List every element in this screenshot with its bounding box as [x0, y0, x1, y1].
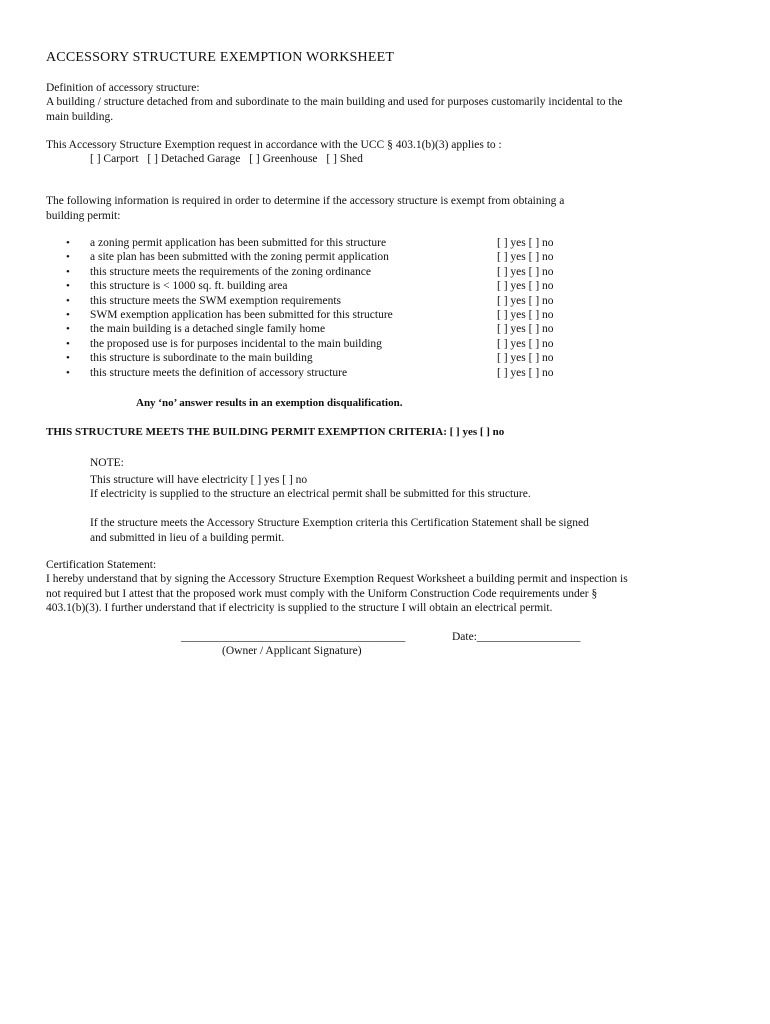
bullet-icon: • [66, 294, 70, 307]
option-detached-garage[interactable]: [ ] Detached Garage [147, 153, 241, 165]
bullet-icon: • [66, 265, 70, 278]
criteria-item [66, 366, 586, 380]
bullet-icon: • [66, 337, 70, 350]
criteria-label: a site plan has been submitted with the zoning permit application [90, 251, 389, 264]
yes-no-choice[interactable]: [ ] yes [ ] no [497, 323, 554, 336]
criteria-item [66, 337, 586, 351]
criteria-item [66, 236, 586, 250]
option-carport[interactable]: [ ] Carport [90, 153, 139, 165]
criteria-label: a zoning permit application has been submitted for this structure [90, 237, 387, 249]
criteria-list [66, 236, 586, 380]
criteria-label: this structure meets the definition of accessory structure [90, 366, 348, 379]
signature-line[interactable]: _______________________________________ [181, 631, 406, 643]
criteria-item [66, 279, 586, 293]
yes-no-choice[interactable]: [ ] yes [ ] no [497, 237, 554, 249]
bullet-icon: • [66, 308, 70, 321]
electrical-permit-note: If electricity is supplied to the structure an electrical permit shall be submitted for this structure. [90, 488, 531, 500]
applies-to-text: This Accessory Structure Exemption request in accordance with the UCC § 403.1(b)(3) applies to : [46, 139, 502, 151]
option-shed[interactable]: [ ] Shed [326, 153, 363, 165]
bullet-icon: • [66, 366, 70, 379]
certification-label: Certification Statement: [46, 559, 157, 571]
bullet-icon: • [66, 352, 70, 365]
bullet-icon: • [66, 323, 70, 336]
certification-notice: If the structure meets the Accessory Structure Exemption criteria this Certification Statement shall be signed and submitted in lieu of a building permit. [90, 517, 589, 544]
criteria-item [66, 250, 586, 264]
criteria-label: the proposed use is for purposes incidental to the main building [90, 337, 382, 350]
yes-no-choice[interactable]: [ ] yes [ ] no [497, 251, 554, 264]
yes-no-choice[interactable]: [ ] yes [ ] no [497, 366, 554, 379]
criteria-label: this structure is < 1000 sq. ft. building area [90, 280, 288, 293]
exemption-criteria-result[interactable]: THIS STRUCTURE MEETS THE BUILDING PERMIT EXEMPTION CRITERIA: [ ] yes [ ] no [46, 426, 505, 438]
signature-caption: (Owner / Applicant Signature) [222, 645, 362, 657]
disqualification-note: Any ‘no’ answer results in an exemption disqualification. [136, 397, 403, 409]
criteria-label: this structure meets the requirements of the zoning ordinance [90, 265, 372, 278]
certification-text: I hereby understand that by signing the Accessory Structure Exemption Request Worksheet a building permit and inspection is not required but I attest that the proposed work must comply with the Uniform Construction Code requirements under § 403.1(b)(3). I further understand that if electricity is supplied to the structure I will obtain an electrical permit. [46, 573, 628, 614]
option-greenhouse[interactable]: [ ] Greenhouse [249, 153, 318, 165]
date-field[interactable]: Date:__________________ [452, 631, 581, 643]
definition-text: A building / structure detached from and subordinate to the main building and used for purposes customarily incidental to the main building. [46, 96, 623, 123]
note-label: NOTE: [90, 457, 124, 469]
yes-no-choice[interactable]: [ ] yes [ ] no [497, 265, 554, 278]
yes-no-choice[interactable]: [ ] yes [ ] no [497, 294, 554, 307]
criteria-label: this structure meets the SWM exemption requirements [90, 294, 342, 307]
criteria-label: SWM exemption application has been submitted for this structure [90, 308, 393, 321]
criteria-item [66, 351, 586, 365]
criteria-label: this structure is subordinate to the main building [90, 352, 313, 365]
criteria-label: the main building is a detached single family home [90, 323, 326, 336]
bullet-icon: • [66, 237, 70, 249]
criteria-item [66, 308, 586, 322]
yes-no-choice[interactable]: [ ] yes [ ] no [497, 308, 554, 321]
electricity-question[interactable]: This structure will have electricity [ ] yes [ ] no [90, 474, 308, 486]
page-title: ACCESSORY STRUCTURE EXEMPTION WORKSHEET [46, 50, 395, 65]
yes-no-choice[interactable]: [ ] yes [ ] no [497, 280, 554, 293]
yes-no-choice[interactable]: [ ] yes [ ] no [497, 337, 554, 350]
criteria-item [66, 265, 586, 279]
structure-type-options [90, 152, 369, 167]
yes-no-choice[interactable]: [ ] yes [ ] no [497, 352, 554, 365]
required-info-text: The following information is required in order to determine if the accessory structure is exempt from obtaining a building permit: [46, 195, 565, 222]
bullet-icon: • [66, 280, 70, 293]
bullet-icon: • [66, 251, 70, 264]
definition-label: Definition of accessory structure: [46, 82, 200, 94]
criteria-item [66, 294, 586, 308]
criteria-item [66, 322, 586, 336]
